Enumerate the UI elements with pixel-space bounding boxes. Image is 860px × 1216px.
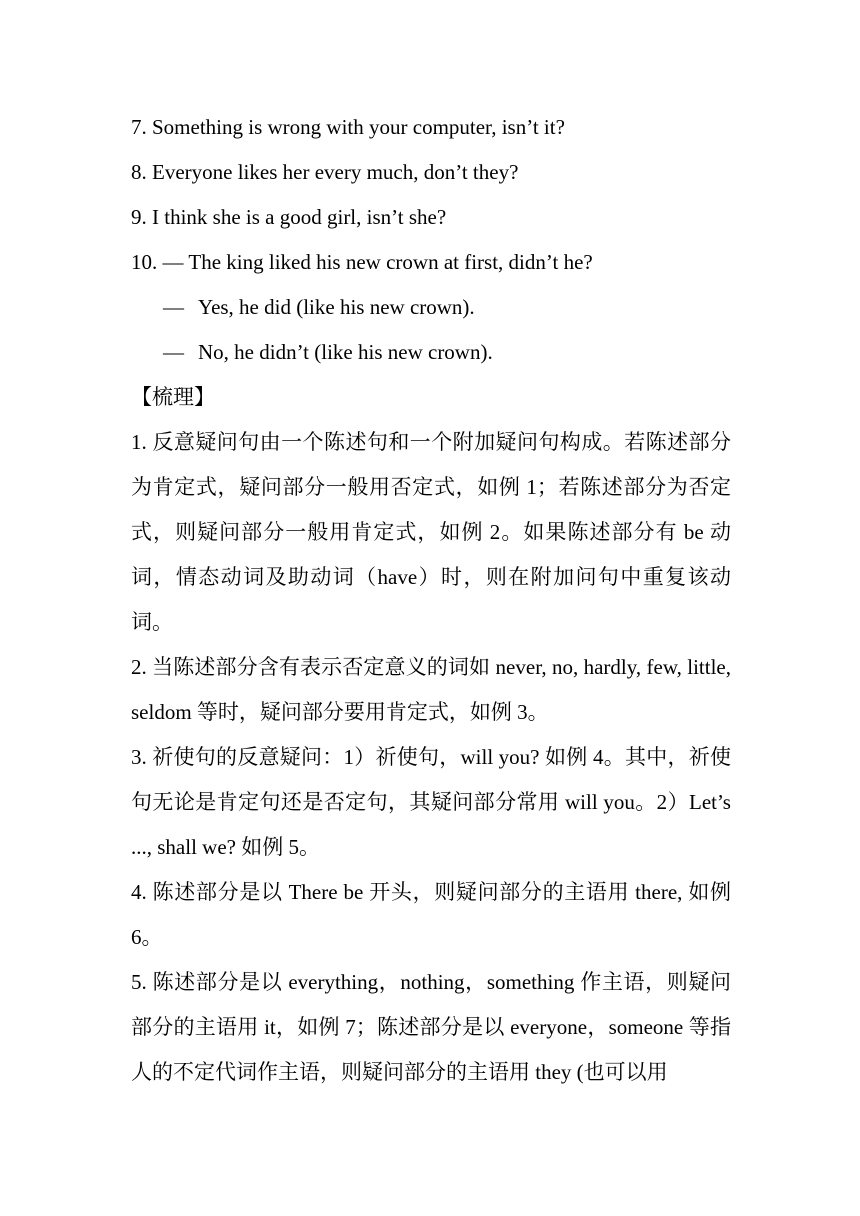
example-9: 9. I think she is a good girl, isn’t she? (131, 205, 447, 229)
note-1: 1. 反意疑问句由一个陈述句和一个附加疑问句构成。若陈述部分为肯定式，疑问部分一般用否定式，如例 1；若陈述部分为否定式，则疑问部分一般用肯定式，如例 2。如果陈述部分有 be 动词，情态动词及助动词（have）时，则在附加问句中重复该动词。 (131, 430, 731, 634)
answer-yes (131, 285, 731, 330)
document-page (131, 105, 731, 1095)
answer-no (131, 330, 731, 375)
note-4: 4. 陈述部分是以 There be 开头，则疑问部分的主语用 there, 如例 6。 (131, 880, 731, 949)
example-8: 8. Everyone likes her every much, don’t they? (131, 160, 519, 184)
example-7: 7. Something is wrong with your computer, isn’t it? (131, 115, 565, 139)
example-10: 10. — The king liked his new crown at first, didn’t he? (131, 250, 593, 274)
answer-yes-text: Yes, he did (like his new crown). (198, 295, 475, 319)
note-2: 2. 当陈述部分含有表示否定意义的词如 never, no, hardly, few, little, seldom 等时，疑问部分要用肯定式，如例 3。 (131, 655, 731, 724)
note-3: 3. 祈使句的反意疑问：1）祈使句，will you? 如例 4。其中，祈使句无论是肯定句还是否定句，其疑问部分常用 will you。2）Let’s ..., shall we? 如例 5。 (131, 745, 731, 859)
note-5: 5. 陈述部分是以 everything，nothing，something 作主语，则疑问部分的主语用 it，如例 7；陈述部分是以 everyone，someone 等指人的不定代词作主语，则疑问部分的主语用 they (也可以用 (131, 970, 731, 1084)
section-heading: 【梳理】 (131, 385, 215, 409)
dash-mark: — (163, 340, 184, 364)
answer-no-text: No, he didn’t (like his new crown). (198, 340, 493, 364)
dash-mark: — (163, 295, 184, 319)
